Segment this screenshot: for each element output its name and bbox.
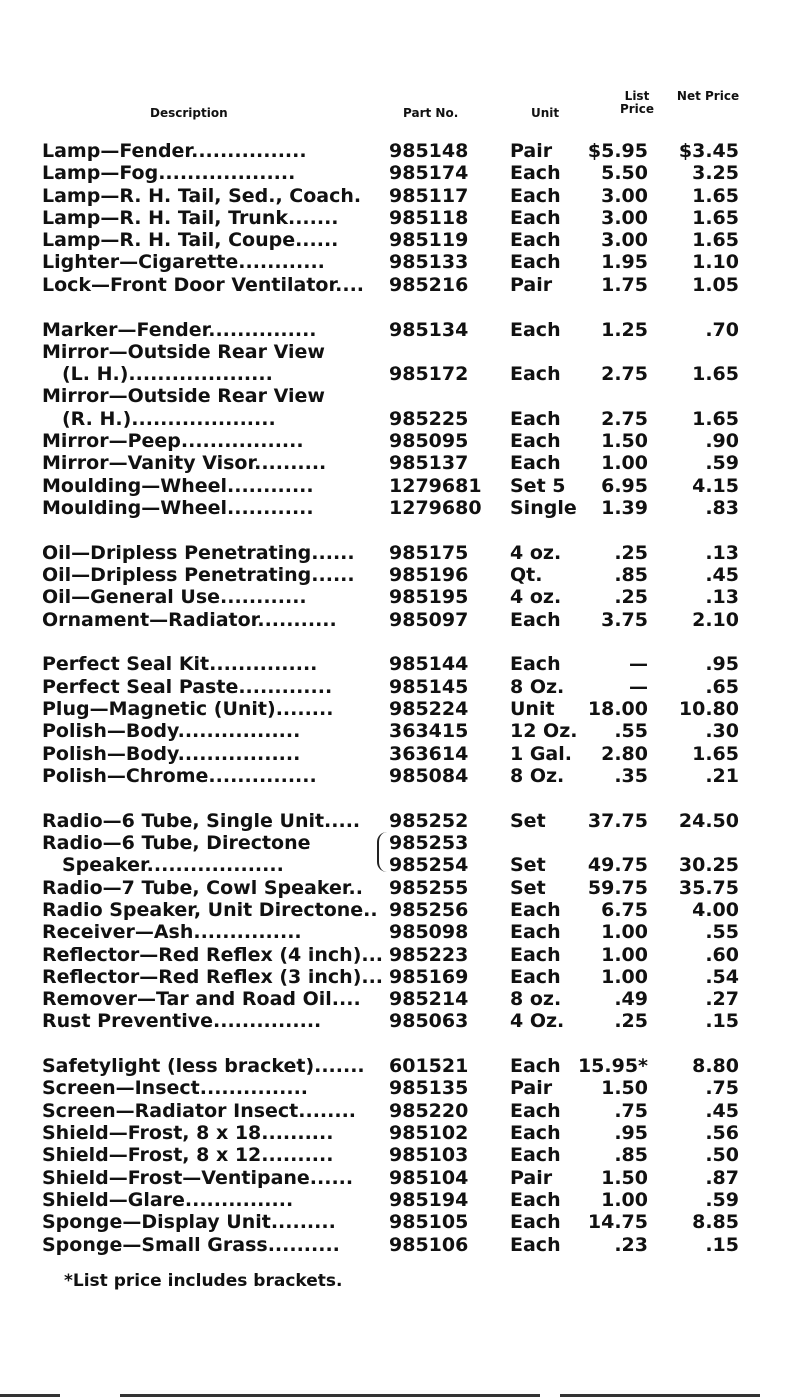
list-price: .85 (614, 564, 648, 587)
net-price: 4.00 (692, 898, 739, 921)
item-description: Lamp—Fender................ (42, 140, 307, 162)
table-row (0, 1211, 795, 1233)
part-number: 985103 (389, 1144, 469, 1167)
table-row (0, 1122, 795, 1144)
part-number: 985196 (389, 564, 469, 587)
part-number: 985095 (389, 430, 469, 453)
item-description: Lamp—Fog................... (42, 162, 296, 185)
unit: Pair (510, 1166, 553, 1189)
table-row (0, 229, 795, 251)
table-row (0, 475, 795, 497)
unit: Each (510, 407, 561, 430)
table-row (0, 1100, 795, 1122)
net-price: 1.65 (692, 407, 739, 430)
unit: Each (510, 1122, 561, 1145)
list-price: 14.75 (587, 1211, 648, 1234)
item-description: Shield—Frost, 8 x 18.......... (42, 1122, 334, 1145)
unit: Each (510, 318, 561, 341)
part-number: 985144 (389, 653, 469, 676)
item-description: Polish—Chrome............... (42, 764, 317, 787)
list-price: .35 (614, 764, 648, 787)
net-price: .75 (705, 1077, 739, 1100)
unit: Each (510, 184, 561, 207)
net-price: .30 (705, 720, 739, 743)
table-row (0, 207, 795, 229)
table-row (0, 363, 795, 385)
list-price: 5.50 (601, 162, 648, 185)
net-price: .87 (705, 1166, 739, 1189)
unit: 8 Oz. (510, 764, 565, 787)
part-number: 985104 (389, 1166, 469, 1189)
unit: 4 oz. (510, 586, 562, 609)
part-number: 985135 (389, 1077, 469, 1100)
table-row (0, 765, 795, 787)
net-price: .27 (705, 988, 739, 1011)
unit: Each (510, 206, 561, 229)
part-number: 985216 (389, 273, 469, 296)
table-row (0, 921, 795, 943)
list-price: 2.75 (601, 407, 648, 430)
item-description: Reflector—Red Reflex (3 inch)... (42, 965, 384, 988)
net-price: .60 (705, 943, 739, 966)
net-price: .45 (705, 564, 739, 587)
item-description: Sponge—Small Grass.......... (42, 1233, 340, 1256)
net-price: 24.50 (678, 809, 739, 832)
item-description: (L. H.).................... (62, 363, 273, 386)
net-price: .13 (705, 541, 739, 564)
item-description: Lighter—Cigarette............ (42, 251, 325, 274)
item-description: Lamp—R. H. Tail, Coupe...... (42, 229, 339, 252)
unit: Each (510, 965, 561, 988)
table-row (0, 899, 795, 921)
unit: 1 Gal. (510, 742, 572, 765)
table-row (0, 698, 795, 720)
part-number: 985195 (389, 586, 469, 609)
net-price: 10.80 (678, 698, 739, 721)
item-description: Shield—Glare............... (42, 1188, 294, 1211)
item-description: Safetylight (less bracket)....... (42, 1055, 365, 1078)
header-part-no: Part No. (403, 106, 459, 120)
item-description: Oil—General Use............ (42, 586, 307, 609)
unit: Each (510, 1055, 561, 1078)
part-number: 985174 (389, 162, 469, 185)
list-price: .25 (614, 541, 648, 564)
unit: Each (510, 943, 561, 966)
item-description: Mirror—Peep................. (42, 430, 304, 453)
table-row (0, 341, 795, 363)
unit: Each (510, 251, 561, 274)
part-number: 985172 (389, 363, 469, 386)
table-row (0, 564, 795, 586)
list-price: 3.00 (601, 184, 648, 207)
part-number: 985145 (389, 675, 469, 698)
table-row (0, 140, 795, 162)
item-description: (R. H.).................... (62, 407, 276, 430)
list-price: .25 (614, 586, 648, 609)
table-row (0, 542, 795, 564)
list-price: 1.00 (601, 943, 648, 966)
part-number: 985105 (389, 1211, 469, 1234)
net-price: .90 (705, 430, 739, 453)
unit: Set (510, 809, 546, 832)
list-price: 3.75 (601, 608, 648, 631)
part-number: 985225 (389, 407, 469, 430)
table-row (0, 319, 795, 341)
part-number: 985148 (389, 140, 469, 162)
item-description: Oil—Dripless Penetrating...... (42, 564, 355, 587)
table-row (0, 743, 795, 765)
item-description: Ornament—Radiator........... (42, 608, 337, 631)
list-price: 15.95* (577, 1055, 648, 1078)
item-description: Moulding—Wheel............ (42, 474, 314, 497)
table-row (0, 430, 795, 452)
list-price: .95 (614, 1122, 648, 1145)
item-description: Radio Speaker, Unit Directone.. (42, 898, 378, 921)
item-description: Screen—Insect............... (42, 1077, 309, 1100)
item-description: Lamp—R. H. Tail, Sed., Coach. (42, 184, 362, 207)
list-price: 49.75 (587, 854, 648, 877)
list-price: .85 (614, 1144, 648, 1167)
item-description: Mirror—Outside Rear View (42, 385, 325, 408)
net-price: .15 (705, 1233, 739, 1256)
list-price: 6.75 (601, 898, 648, 921)
net-price: .59 (705, 1188, 739, 1211)
part-number: 985175 (389, 541, 469, 564)
table-row (0, 251, 795, 273)
part-number: 985220 (389, 1099, 469, 1122)
part-number: 985133 (389, 251, 469, 274)
table-row (0, 1144, 795, 1166)
unit: Each (510, 162, 561, 185)
unit: Each (510, 898, 561, 921)
list-price: 2.75 (601, 363, 648, 386)
unit: Set 5 (510, 474, 566, 497)
unit: 12 Oz. (510, 720, 578, 743)
net-price: .45 (705, 1099, 739, 1122)
list-price: 3.00 (601, 206, 648, 229)
item-description: Rust Preventive............... (42, 1010, 322, 1033)
list-price: .23 (614, 1233, 648, 1256)
table-row (0, 720, 795, 742)
unit: Each (510, 608, 561, 631)
item-description: Polish—Body................. (42, 720, 301, 743)
unit: Each (510, 430, 561, 453)
part-number: 985117 (389, 184, 469, 207)
part-number: 985102 (389, 1122, 469, 1145)
table-row (0, 988, 795, 1010)
unit: Single (510, 496, 577, 519)
list-price: 1.00 (601, 1188, 648, 1211)
part-number: 985169 (389, 965, 469, 988)
list-price: 6.95 (601, 474, 648, 497)
part-number: 985253 (389, 832, 469, 855)
net-price: .65 (705, 675, 739, 698)
price-table (0, 140, 795, 1256)
table-row (0, 162, 795, 184)
part-number: 985252 (389, 809, 469, 832)
part-number: 985254 (389, 854, 469, 877)
list-price: 1.00 (601, 965, 648, 988)
part-number: 1279680 (389, 496, 482, 519)
unit: Pair (510, 140, 553, 162)
table-row (0, 1010, 795, 1032)
item-description: Radio—6 Tube, Directone (42, 832, 311, 855)
table-row (0, 877, 795, 899)
table-row (0, 185, 795, 207)
list-price: — (629, 653, 648, 676)
unit: Each (510, 1099, 561, 1122)
net-price: 1.65 (692, 229, 739, 252)
net-price: .50 (705, 1144, 739, 1167)
unit: Each (510, 229, 561, 252)
unit: Pair (510, 273, 553, 296)
table-row (0, 1234, 795, 1256)
list-price: 1.50 (601, 1077, 648, 1100)
item-description: Plug—Magnetic (Unit)........ (42, 698, 334, 721)
net-price: 3.25 (692, 162, 739, 185)
list-price: .55 (614, 720, 648, 743)
unit: 8 Oz. (510, 675, 565, 698)
net-price: .15 (705, 1010, 739, 1033)
list-price: 1.39 (601, 496, 648, 519)
part-number: 985214 (389, 988, 469, 1011)
unit: Set (510, 876, 546, 899)
net-price: .13 (705, 586, 739, 609)
net-price: 1.65 (692, 742, 739, 765)
header-net-price: Net Price (676, 89, 740, 103)
table-row (0, 274, 795, 296)
part-number: 985119 (389, 229, 469, 252)
net-price: 30.25 (678, 854, 739, 877)
item-description: Radio—6 Tube, Single Unit..... (42, 809, 361, 832)
net-price: 1.65 (692, 363, 739, 386)
header-description: Description (150, 106, 228, 120)
header-list-price: List Price (619, 89, 655, 116)
table-row (0, 832, 795, 854)
part-number: 985134 (389, 318, 469, 341)
item-description: Mirror—Outside Rear View (42, 340, 325, 363)
item-description: Shield—Frost—Ventipane...... (42, 1166, 354, 1189)
table-row (0, 854, 795, 876)
item-description: Reflector—Red Reflex (4 inch)... (42, 943, 384, 966)
unit: Each (510, 1144, 561, 1167)
table-row (0, 609, 795, 631)
table-row (0, 810, 795, 832)
table-row (0, 944, 795, 966)
part-number: 601521 (389, 1055, 469, 1078)
net-price: 1.05 (692, 273, 739, 296)
net-price: .95 (705, 653, 739, 676)
item-description: Polish—Body................. (42, 742, 301, 765)
net-price: .70 (705, 318, 739, 341)
item-description: Perfect Seal Paste............. (42, 675, 333, 698)
page-edge-scan-marks (0, 1391, 795, 1397)
list-price: — (629, 675, 648, 698)
part-number: 363415 (389, 720, 469, 743)
unit: 8 oz. (510, 988, 562, 1011)
table-row (0, 676, 795, 698)
net-price: 1.65 (692, 184, 739, 207)
net-price: 8.80 (692, 1055, 739, 1078)
list-price: 1.50 (601, 1166, 648, 1189)
unit: 4 oz. (510, 541, 562, 564)
part-number: 985256 (389, 898, 469, 921)
table-row (0, 1189, 795, 1211)
net-price: 8.85 (692, 1211, 739, 1234)
part-number: 985224 (389, 698, 469, 721)
net-price: .55 (705, 921, 739, 944)
item-description: Mirror—Vanity Visor.......... (42, 452, 327, 475)
unit: Each (510, 653, 561, 676)
net-price: $3.45 (678, 140, 739, 162)
list-price: 1.00 (601, 452, 648, 475)
table-row (0, 966, 795, 988)
list-price: 1.95 (601, 251, 648, 274)
part-number: 985137 (389, 452, 469, 475)
unit: Set (510, 854, 546, 877)
list-price: 1.75 (601, 273, 648, 296)
unit: Each (510, 452, 561, 475)
part-number: 985255 (389, 876, 469, 899)
unit: 4 Oz. (510, 1010, 565, 1033)
unit: Qt. (510, 564, 543, 587)
list-price: 1.00 (601, 921, 648, 944)
list-price: 3.00 (601, 229, 648, 252)
item-description: Speaker................... (62, 854, 284, 877)
table-row (0, 452, 795, 474)
list-price: 2.80 (601, 742, 648, 765)
list-price: .25 (614, 1010, 648, 1033)
unit: Each (510, 1211, 561, 1234)
unit: Pair (510, 1077, 553, 1100)
item-description: Lamp—R. H. Tail, Trunk....... (42, 206, 339, 229)
part-number: 985098 (389, 921, 469, 944)
item-description: Shield—Frost, 8 x 12.......... (42, 1144, 334, 1167)
unit: Each (510, 1188, 561, 1211)
list-price: 37.75 (587, 809, 648, 832)
item-description: Marker—Fender............... (42, 318, 317, 341)
part-number: 985223 (389, 943, 469, 966)
net-price: 4.15 (692, 474, 739, 497)
item-description: Remover—Tar and Road Oil.... (42, 988, 361, 1011)
net-price: .83 (705, 496, 739, 519)
part-number: 363614 (389, 742, 469, 765)
list-price: 1.50 (601, 430, 648, 453)
list-price: 59.75 (587, 876, 648, 899)
net-price: 1.10 (692, 251, 739, 274)
table-row (0, 385, 795, 407)
item-description: Perfect Seal Kit............... (42, 653, 318, 676)
item-description: Oil—Dripless Penetrating...... (42, 541, 355, 564)
list-price: .49 (614, 988, 648, 1011)
unit: Each (510, 921, 561, 944)
item-description: Sponge—Display Unit......... (42, 1211, 336, 1234)
table-row (0, 497, 795, 519)
unit: Each (510, 1233, 561, 1256)
part-number: 985097 (389, 608, 469, 631)
net-price: 1.65 (692, 206, 739, 229)
item-description: Radio—7 Tube, Cowl Speaker.. (42, 876, 363, 899)
part-number: 985084 (389, 764, 469, 787)
net-price: 2.10 (692, 608, 739, 631)
net-price: .56 (705, 1122, 739, 1145)
table-row (0, 1055, 795, 1077)
part-number: 985106 (389, 1233, 469, 1256)
unit: Each (510, 363, 561, 386)
item-description: Lock—Front Door Ventilator.... (42, 273, 365, 296)
net-price: .21 (705, 764, 739, 787)
table-row (0, 1077, 795, 1099)
unit: Unit (510, 698, 555, 721)
part-number: 985063 (389, 1010, 469, 1033)
footnote: *List price includes brackets. (64, 1271, 343, 1291)
table-row (0, 586, 795, 608)
net-price: 35.75 (678, 876, 739, 899)
part-number: 985194 (389, 1188, 469, 1211)
item-description: Screen—Radiator Insect........ (42, 1099, 357, 1122)
net-price: .54 (705, 965, 739, 988)
list-price: .75 (614, 1099, 648, 1122)
table-row (0, 1167, 795, 1189)
table-row (0, 653, 795, 675)
part-number: 1279681 (389, 474, 482, 497)
net-price: .59 (705, 452, 739, 475)
list-price: 18.00 (587, 698, 648, 721)
item-description: Receiver—Ash............... (42, 921, 302, 944)
item-description: Moulding—Wheel............ (42, 496, 314, 519)
list-price: $5.95 (587, 140, 648, 162)
part-number: 985118 (389, 206, 469, 229)
table-row (0, 408, 795, 430)
list-price: 1.25 (601, 318, 648, 341)
header-unit: Unit (531, 106, 560, 120)
